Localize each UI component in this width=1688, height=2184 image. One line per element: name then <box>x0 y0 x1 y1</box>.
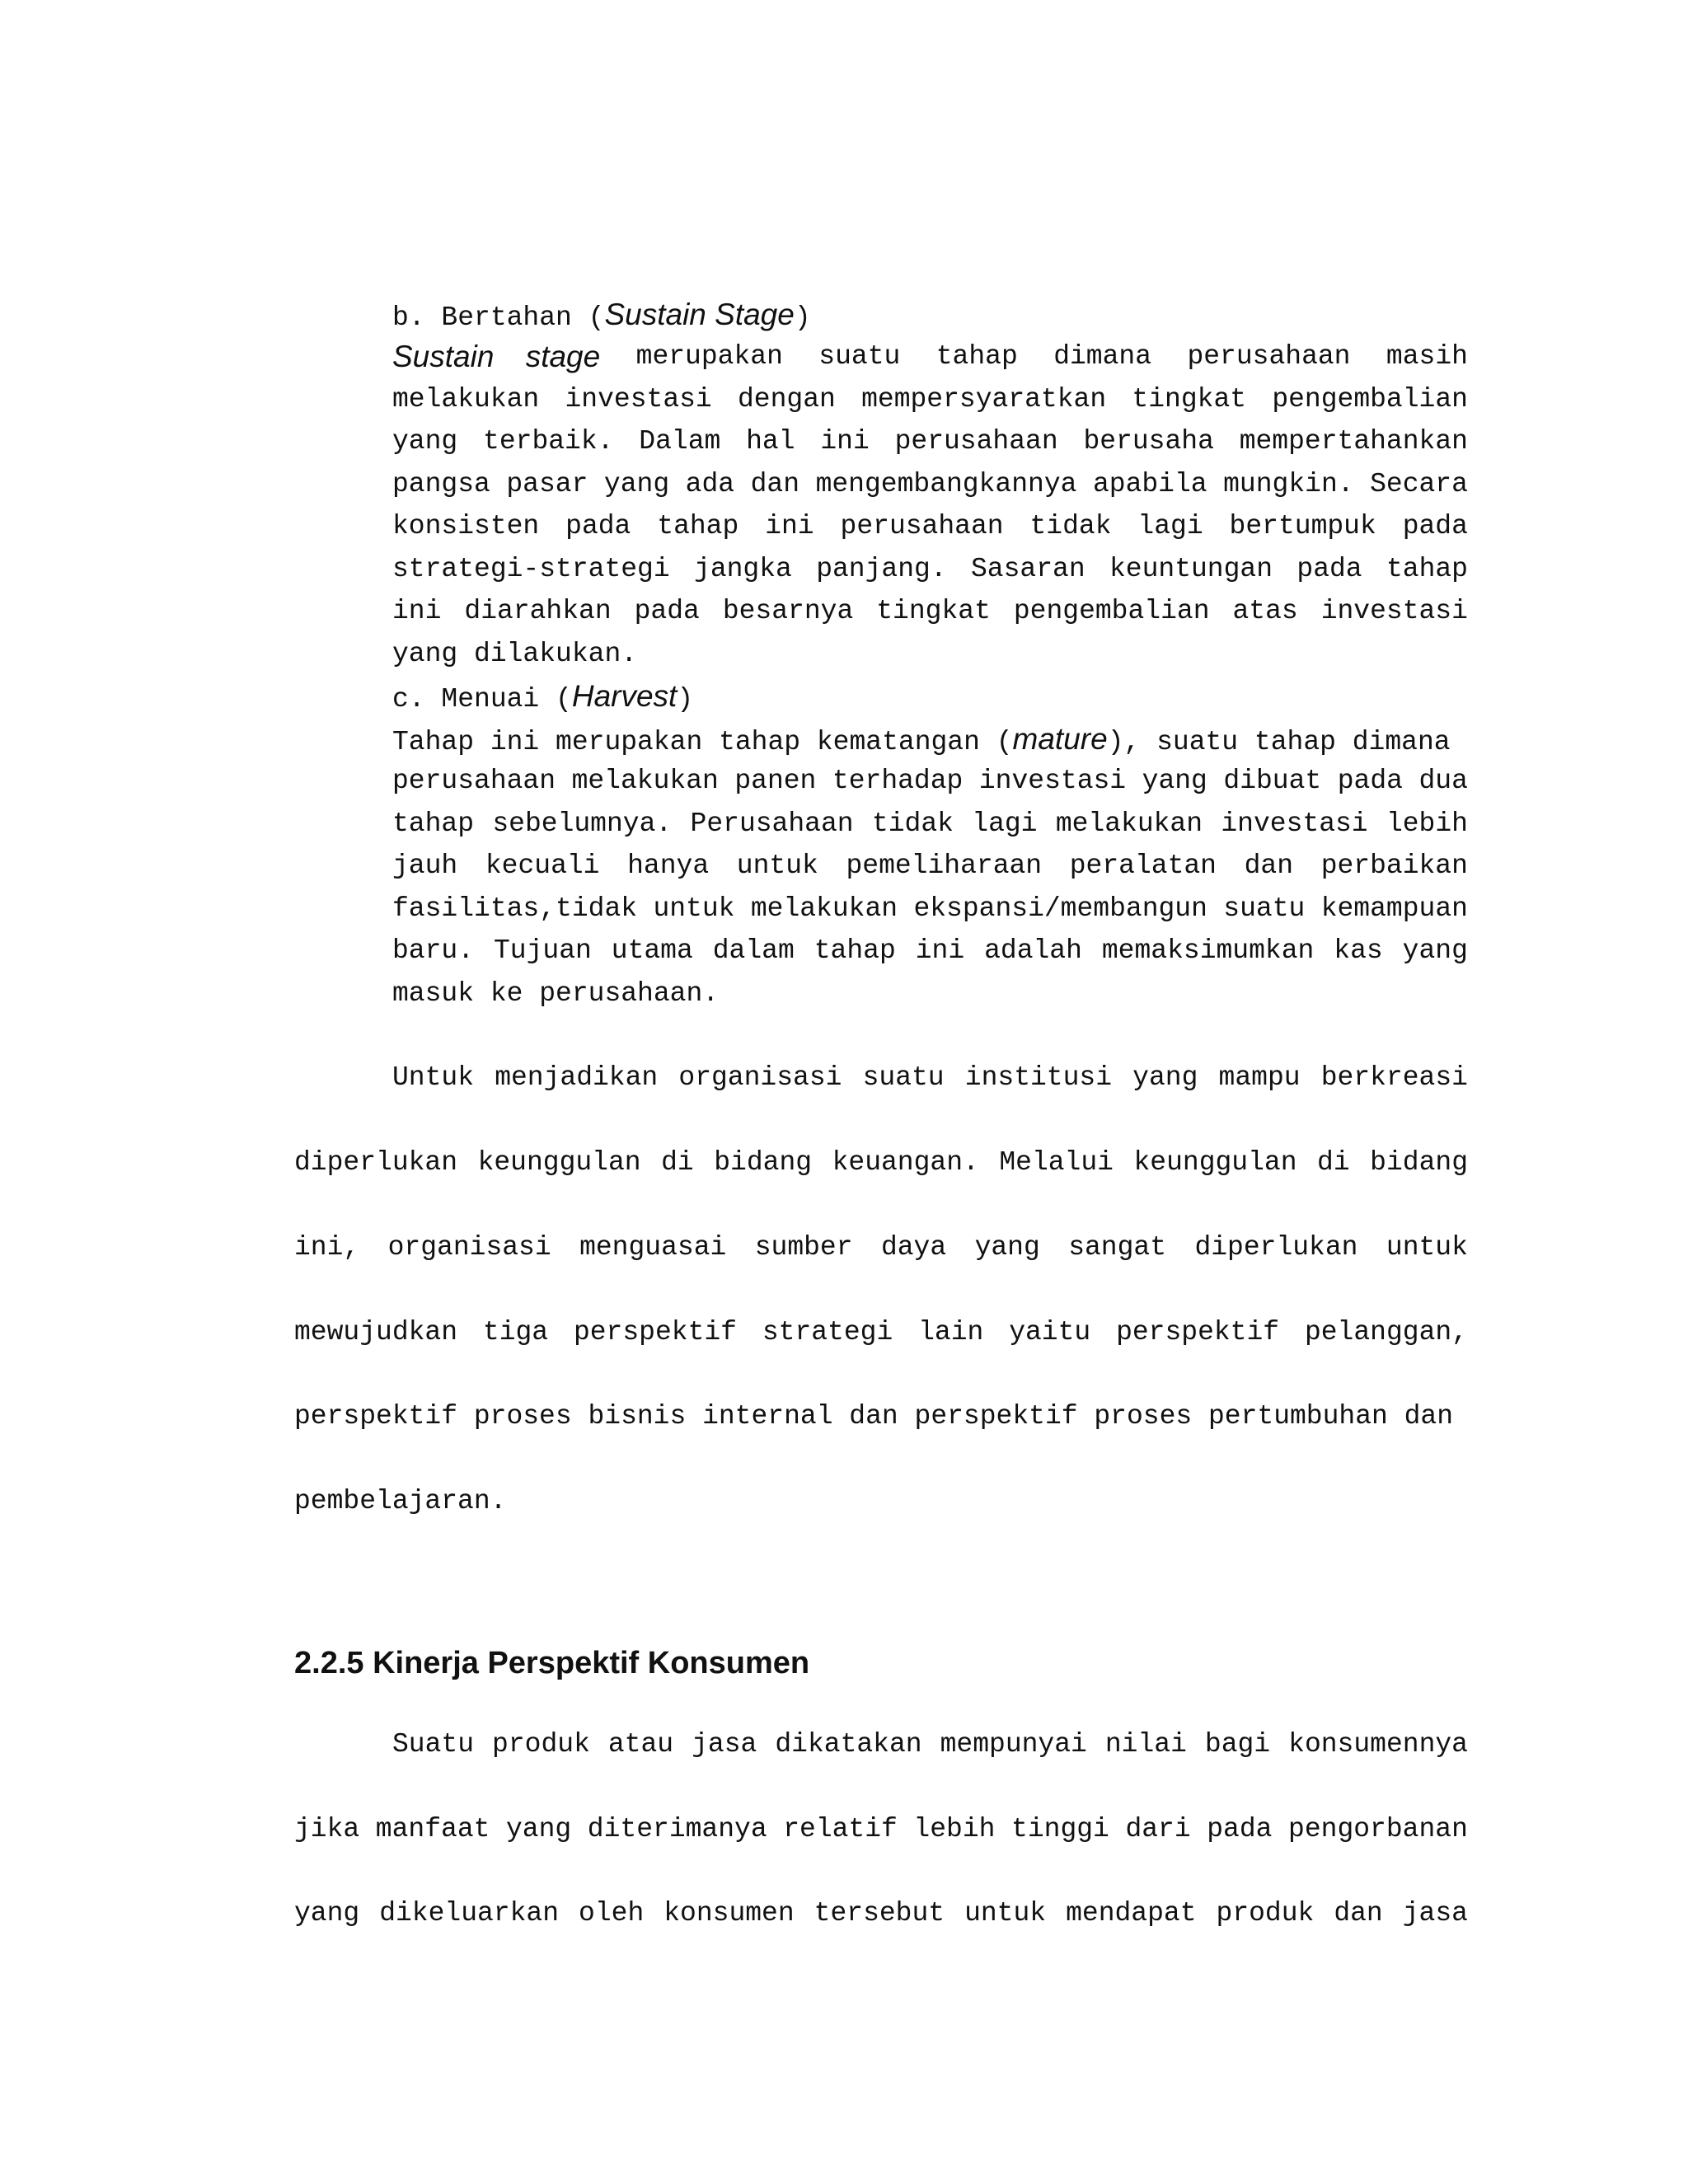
word: fasilitas,tidak <box>392 893 638 924</box>
word: daya <box>880 1232 947 1263</box>
word: berusaha <box>1083 426 1214 457</box>
word: mempersyaratkan <box>861 384 1107 415</box>
word: yaitu <box>1009 1317 1091 1347</box>
word: sumber <box>754 1232 853 1263</box>
word: diperlukan <box>1194 1232 1358 1263</box>
paragraph-1-line-5: perspektif proses bisnis internal dan perspektif proses pertumbuhan dan <box>294 1401 1454 1432</box>
word: konsisten <box>392 511 540 541</box>
word: dengan <box>738 384 836 415</box>
word: peralatan <box>1069 851 1217 881</box>
word: kemampuan <box>1320 893 1468 924</box>
paragraph-1-line-4 <box>294 1315 1468 1351</box>
word: dikeluarkan <box>379 1898 560 1929</box>
word: bidang <box>1370 1147 1468 1178</box>
word: yang <box>1142 766 1207 796</box>
word: kecuali <box>485 851 600 881</box>
word: diarahkan <box>464 596 612 626</box>
word: di <box>661 1147 694 1178</box>
stage-b-line-4 <box>392 466 1468 503</box>
word: tingkat <box>1132 384 1247 415</box>
stage-c-line-5 <box>392 891 1468 927</box>
word: jika <box>294 1814 360 1844</box>
paragraph-1-line-3 <box>294 1230 1468 1266</box>
word: ini, <box>294 1232 360 1263</box>
word: tingkat <box>876 596 991 626</box>
stage-b-marker: b. Bertahan ( <box>392 302 605 333</box>
word: utama <box>611 935 693 966</box>
stage-c-heading <box>392 678 693 718</box>
word: terbaik. <box>483 426 614 457</box>
stage-b-heading <box>392 297 811 336</box>
stage-c-line-1-post: ), suatu tahap dimana <box>1107 727 1451 757</box>
word: ini <box>820 426 870 457</box>
word: strategi <box>762 1317 893 1347</box>
word: yang <box>603 469 670 499</box>
word: tahap <box>935 341 1018 372</box>
word: panjang. <box>816 554 947 584</box>
word: produk <box>492 1729 590 1760</box>
word: terhadap <box>832 766 964 796</box>
word: konsumennya <box>1288 1729 1468 1760</box>
stage-b-line-6 <box>392 551 1468 588</box>
word: sangat <box>1068 1232 1167 1263</box>
word: tidak <box>871 808 954 839</box>
word: perusahaan <box>840 511 1004 541</box>
word: menjadikan <box>495 1062 659 1093</box>
word: berkreasi <box>1320 1062 1468 1093</box>
word: investasi <box>1221 808 1368 839</box>
word: menguasai <box>579 1232 727 1263</box>
stage-c-line-2 <box>392 763 1468 799</box>
word: perusahaan <box>392 766 556 796</box>
stage-b-line-1 <box>392 339 1468 375</box>
word: yang <box>506 1814 572 1844</box>
word: pelanggan, <box>1304 1317 1468 1347</box>
word: pada <box>634 596 700 626</box>
word: mampu <box>1218 1062 1301 1093</box>
word: manfaat <box>375 1814 490 1844</box>
word: kas <box>1334 935 1383 966</box>
word: dikatakan <box>775 1729 922 1760</box>
word: panen <box>734 766 817 796</box>
word: baru. <box>392 935 475 966</box>
word: ini <box>765 511 814 541</box>
word: dan <box>1334 1898 1383 1929</box>
stage-c-line-1-pre: Tahap ini merupakan tahap kematangan ( <box>392 727 1013 757</box>
word: Suatu <box>392 1729 475 1760</box>
stage-b-lead-term: Sustain stage <box>392 340 601 373</box>
word: atau <box>607 1729 674 1760</box>
word: melakukan <box>571 766 719 796</box>
word: ini <box>915 935 965 966</box>
word: institusi <box>964 1062 1113 1093</box>
word: bagi <box>1204 1729 1271 1760</box>
word: diterimanya <box>587 1814 767 1844</box>
stage-c-line-6 <box>392 933 1468 969</box>
word: mewujudkan <box>294 1317 458 1347</box>
word: tinggi <box>1011 1814 1109 1844</box>
word: konsumen <box>663 1898 795 1929</box>
word: pada <box>1402 511 1468 541</box>
word: tidak <box>1029 511 1112 541</box>
word: adalah <box>984 935 1082 966</box>
word: pada <box>565 511 631 541</box>
stage-b-line-2 <box>392 382 1468 418</box>
word: perusahaan <box>894 426 1058 457</box>
word: melakukan <box>750 893 898 924</box>
word: atas <box>1232 596 1298 626</box>
word: pengembalian <box>1272 384 1468 415</box>
word: pada <box>1296 554 1362 584</box>
stage-c-marker: c. Menuai ( <box>392 684 572 715</box>
word: pasar <box>506 469 588 499</box>
word: ada <box>685 469 735 499</box>
word: lebih <box>1386 808 1468 839</box>
word: dua <box>1418 766 1468 796</box>
word: keuangan. <box>832 1147 979 1178</box>
paragraph-1-last-line: pembelajaran. <box>294 1486 507 1516</box>
word: jasa <box>1402 1898 1468 1929</box>
word: yang <box>1132 1062 1198 1093</box>
word: sebelumnya. <box>492 808 673 839</box>
word: yang <box>392 426 458 457</box>
word: jangka <box>694 554 792 584</box>
word: dan <box>1244 851 1294 881</box>
word: tahap <box>657 511 739 541</box>
word: untuk <box>653 893 735 924</box>
word: oleh <box>579 1898 645 1929</box>
word: tahap <box>392 808 475 839</box>
word: yang <box>974 1232 1040 1263</box>
word: perspektif <box>573 1317 737 1347</box>
word: mengembangkannya <box>815 469 1077 499</box>
word: suatu <box>1223 893 1306 924</box>
word: keunggulan <box>477 1147 641 1178</box>
word: lagi <box>972 808 1038 839</box>
stage-b-close: ) <box>794 302 811 333</box>
word: mendapat <box>1066 1898 1197 1929</box>
word: merupakan <box>635 341 783 372</box>
paragraph-1-line-1 <box>392 1060 1468 1096</box>
word: Secara <box>1370 469 1468 499</box>
word: mungkin. <box>1223 469 1354 499</box>
word: organisasi <box>678 1062 842 1093</box>
word: ekspansi/membangun <box>913 893 1207 924</box>
word: yang <box>1402 935 1468 966</box>
word: strategi-strategi <box>392 554 670 584</box>
stage-b-line-5 <box>392 509 1468 545</box>
stage-b-last-line: yang dilakukan. <box>392 639 638 669</box>
word: tersebut <box>814 1898 945 1929</box>
word: Melalui <box>999 1147 1114 1178</box>
paragraph-1-line-2 <box>294 1145 1468 1181</box>
word: Tujuan <box>493 935 592 966</box>
word: pada <box>1337 766 1403 796</box>
word: pangsa <box>392 469 490 499</box>
word: dimana <box>1053 341 1152 372</box>
word: investasi <box>565 384 712 415</box>
word: bertumpuk <box>1229 511 1376 541</box>
stage-b-term: Sustain Stage <box>604 298 795 331</box>
stage-c-close: ) <box>677 684 694 715</box>
word: mempunyai <box>940 1729 1087 1760</box>
word: untuk <box>1386 1232 1468 1263</box>
word: tiga <box>482 1317 549 1347</box>
word: investasi <box>978 766 1127 796</box>
word: investasi <box>1320 596 1468 626</box>
word: untuk <box>964 1898 1047 1929</box>
paragraph-2-line-2 <box>294 1811 1468 1848</box>
word: untuk <box>736 851 818 881</box>
word: tahap <box>1386 554 1468 584</box>
word: yang <box>294 1898 360 1929</box>
word: suatu <box>818 341 901 372</box>
word: pemeliharaan <box>846 851 1043 881</box>
stage-c-line-4 <box>392 848 1468 884</box>
word: perspektif <box>1116 1317 1280 1347</box>
word: dibuat <box>1223 766 1322 796</box>
word: masih <box>1386 341 1468 372</box>
word: besarnya <box>722 596 854 626</box>
word: jasa <box>692 1729 757 1760</box>
word: perusahaan <box>1187 341 1351 372</box>
word: diperlukan <box>294 1147 458 1178</box>
word: hal <box>746 426 795 457</box>
word: dan <box>750 469 800 499</box>
stage-c-last-line: masuk ke perusahaan. <box>392 978 720 1009</box>
word: apabila <box>1092 469 1207 499</box>
word: jauh <box>392 851 458 881</box>
word: Dalam <box>639 426 721 457</box>
paragraph-2-line-3 <box>294 1896 1468 1932</box>
word: mempertahankan <box>1239 426 1468 457</box>
word: nilai <box>1104 1729 1187 1760</box>
word: melakukan <box>392 384 540 415</box>
word: Sasaran <box>971 554 1085 584</box>
word: di <box>1317 1147 1350 1178</box>
word: lain <box>918 1317 984 1347</box>
stage-b-line-7 <box>392 593 1468 630</box>
word: dari <box>1125 1814 1191 1844</box>
word: memaksimumkan <box>1101 935 1315 966</box>
word: pengorbanan <box>1288 1814 1468 1844</box>
word: suatu <box>862 1062 945 1093</box>
word: keunggulan <box>1133 1147 1297 1178</box>
paragraph-2-line-1 <box>392 1727 1468 1763</box>
word: hanya <box>627 851 710 881</box>
word: melakukan <box>1055 808 1203 839</box>
word: bidang <box>714 1147 813 1178</box>
stage-c-line-1 <box>392 721 1468 761</box>
word: pengembalian <box>1013 596 1210 626</box>
word: lebih <box>913 1814 996 1844</box>
stage-b-line-3 <box>392 424 1468 460</box>
word: organisasi <box>387 1232 551 1263</box>
word: pada <box>1207 1814 1273 1844</box>
word: ini <box>392 596 442 626</box>
word: dalam <box>712 935 795 966</box>
word: tahap <box>814 935 896 966</box>
word: perbaikan <box>1320 851 1468 881</box>
section-heading: 2.2.5 Kinerja Perspektif Konsumen <box>294 1646 810 1680</box>
stage-c-line-3 <box>392 806 1468 842</box>
stage-c-mature-term: mature <box>1012 722 1108 756</box>
word: keuntungan <box>1109 554 1273 584</box>
word: produk <box>1216 1898 1315 1929</box>
stage-c-term: Harvest <box>571 679 678 713</box>
word: Perusahaan <box>690 808 854 839</box>
word: relatif <box>783 1814 898 1844</box>
word: Untuk <box>392 1062 475 1093</box>
word: lagi <box>1137 511 1203 541</box>
